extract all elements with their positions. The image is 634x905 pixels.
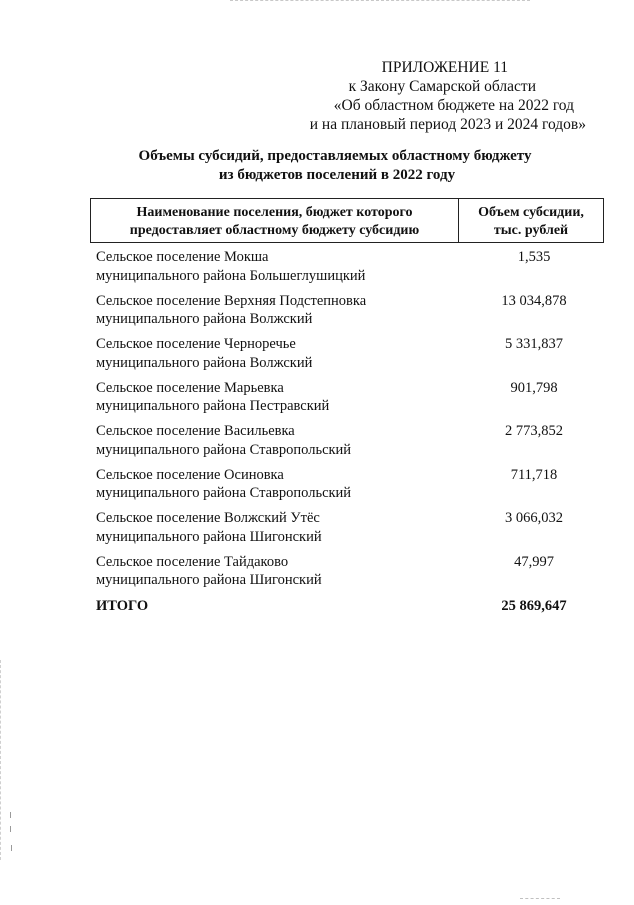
scan-speck <box>10 812 11 818</box>
settlement-name: Сельское поселение Осиновка <box>96 466 284 483</box>
header-amount-column <box>459 199 603 242</box>
appendix-law: к Закону Самарской области <box>348 78 536 95</box>
scan-artifact-left-margin <box>0 660 3 860</box>
table-row <box>96 422 604 466</box>
appendix-block <box>310 58 586 134</box>
settlement-name: Сельское поселение Верхняя Подстепновка <box>96 292 367 309</box>
document-title-line-2: из бюджетов поселений в 2022 году <box>218 167 456 183</box>
district-name: муниципального района Шигонский <box>96 572 322 588</box>
settlement-cell <box>96 553 456 597</box>
settlement-cell <box>96 466 456 510</box>
appendix-period-line: и на плановый период 2023 и 2024 годов» <box>309 116 586 133</box>
table-row <box>96 509 604 553</box>
district-name: муниципального района Пестравский <box>96 398 330 414</box>
scan-speck <box>11 845 12 851</box>
amount-cell: 2 773,852 <box>505 423 563 439</box>
scan-artifact-bottom <box>520 898 560 900</box>
table-row <box>96 466 604 510</box>
settlement-cell <box>96 248 456 292</box>
settlement-name: Сельское поселение Тайдаково <box>96 553 289 570</box>
district-name: муниципального района Шигонский <box>96 528 322 545</box>
scan-artifact-top <box>230 0 530 2</box>
district-name: муниципального района Волжский <box>96 311 313 327</box>
table-row <box>96 379 604 423</box>
appendix-budget-line: «Об областном бюджете на 2022 год <box>333 97 574 114</box>
scan-speck <box>10 826 11 832</box>
table-body <box>96 248 604 596</box>
settlement-cell <box>96 292 456 336</box>
table-row <box>96 248 604 292</box>
amount-cell: 13 034,878 <box>501 292 567 309</box>
table-header <box>90 198 604 243</box>
header-amount-line-2: тыс. рублей <box>493 223 569 238</box>
district-name: муниципального района Ставропольский <box>96 485 352 501</box>
amount-cell: 3 066,032 <box>505 510 563 526</box>
table-row <box>96 292 604 336</box>
total-label: ИТОГО <box>96 598 149 614</box>
header-settlement-line-1: Наименование поселения, бюджет которого <box>136 205 413 220</box>
settlement-name: Сельское поселение Волжский Утёс <box>96 510 320 526</box>
settlement-cell <box>96 422 456 466</box>
settlement-name: Сельское поселение Марьевка <box>96 379 284 396</box>
document-title <box>0 147 634 185</box>
amount-cell: 47,997 <box>514 553 554 570</box>
amount-cell: 711,718 <box>510 466 558 483</box>
document-title-line-1: Объемы субсидий, предоставляемых областному бюджету <box>138 148 532 164</box>
district-name: муниципального района Волжский <box>96 354 313 371</box>
appendix-title: ПРИЛОЖЕНИЕ 11 <box>381 59 508 76</box>
district-name: муниципального района Большеглушицкий <box>96 267 366 284</box>
district-name: муниципального района Ставропольский <box>96 441 352 458</box>
settlement-cell <box>96 509 456 553</box>
settlement-name: Сельское поселение Мокша <box>96 249 269 265</box>
amount-cell: 5 331,837 <box>505 336 563 352</box>
settlement-name: Сельское поселение Черноречье <box>96 336 296 352</box>
settlement-cell <box>96 379 456 423</box>
settlement-cell <box>96 335 456 379</box>
total-row <box>96 597 604 616</box>
header-settlement-line-2: предоставляет областному бюджету субсидию <box>129 223 420 238</box>
amount-cell: 1,535 <box>517 249 551 265</box>
settlement-name: Сельское поселение Васильевка <box>96 423 295 439</box>
header-amount-line-1: Объем субсидии, <box>478 205 584 220</box>
header-settlement-column <box>91 199 459 242</box>
total-amount: 25 869,647 <box>501 598 567 614</box>
table-row <box>96 553 604 597</box>
amount-cell: 901,798 <box>510 379 558 396</box>
table-row <box>96 335 604 379</box>
